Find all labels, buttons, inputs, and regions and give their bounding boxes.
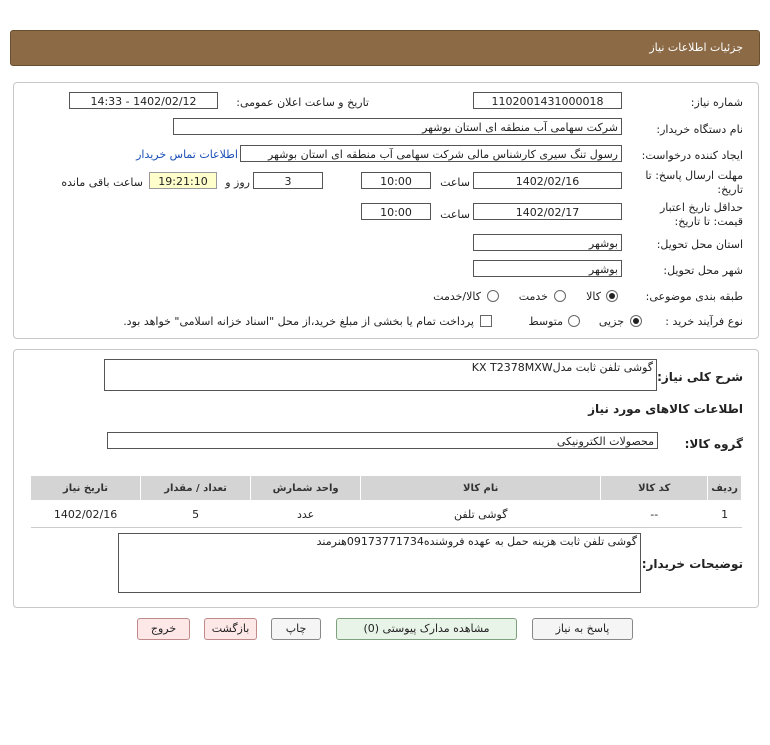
col-header-name: نام کالا	[361, 476, 601, 501]
goods-group-value: محصولات الکترونیکی	[107, 432, 658, 449]
table-row	[31, 501, 742, 528]
need-number-value: 1102001431000018	[473, 92, 622, 109]
price-validity-label-2: قیمت: تا تاریخ:	[674, 215, 743, 228]
category-option-goods-service: کالا/خدمت	[433, 290, 481, 303]
exit-button[interactable]: خروج	[137, 618, 190, 640]
col-header-code: کد کالا	[601, 476, 708, 501]
reply-days-label: روز و	[225, 176, 250, 189]
summary-value: گوشی تلفن ثابت مدلKX T2378MXW	[104, 359, 657, 391]
attachments-button[interactable]: مشاهده مدارک پیوستی (0)	[336, 618, 517, 640]
reply-deadline-label-2: تاریخ:	[717, 183, 743, 196]
goods-info-title: اطلاعات کالاهای مورد نیاز	[588, 402, 743, 416]
process-option-medium: متوسط	[528, 315, 563, 328]
requester-label: ایجاد کننده درخواست:	[641, 149, 743, 162]
back-button[interactable]: بازگشت	[204, 618, 257, 640]
buyer-contact-link[interactable]: اطلاعات تماس خریدار	[136, 148, 238, 161]
cell-row: 1	[708, 501, 742, 528]
buyer-notes-value: گوشی تلفن ثابت هزینه حمل به عهده فروشنده09173771734هنرمند	[118, 533, 641, 593]
goods-table	[30, 475, 742, 528]
delivery-province-value: بوشهر	[473, 234, 622, 251]
col-header-row: ردیف	[708, 476, 742, 501]
reply-deadline-date: 1402/02/16	[473, 172, 622, 189]
remaining-time-value: 19:21:10	[149, 172, 217, 189]
process-radio-medium[interactable]	[568, 315, 580, 327]
announce-datetime-value: 1402/02/12 - 14:33	[69, 92, 218, 109]
cell-date: 1402/02/16	[31, 501, 141, 528]
category-radio-goods[interactable]	[606, 290, 618, 302]
buyer-org-label: نام دستگاه خریدار:	[656, 123, 743, 136]
cell-unit: عدد	[251, 501, 361, 528]
category-option-service: خدمت	[518, 290, 548, 303]
requester-value: رسول تنگ سیری کارشناس مالی شرکت سهامی آب منطقه ای استان بوشهر	[240, 145, 622, 162]
treasury-payment-note: پرداخت تمام یا بخشی از مبلغ خرید،از محل "اسناد خزانه اسلامی" خواهد بود.	[123, 315, 474, 328]
remaining-time-label: ساعت باقی مانده	[61, 176, 143, 189]
col-header-quantity: تعداد / مقدار	[141, 476, 251, 501]
reply-button[interactable]: پاسخ به نیاز	[532, 618, 633, 640]
delivery-city-label: شهر محل تحویل:	[663, 264, 743, 277]
cell-name: گوشی تلفن	[361, 501, 601, 528]
price-validity-time-label: ساعت	[440, 208, 470, 221]
need-number-label: شماره نیاز:	[690, 96, 743, 109]
reply-deadline-time-label: ساعت	[440, 176, 470, 189]
process-radio-minor[interactable]	[630, 315, 642, 327]
treasury-payment-checkbox[interactable]	[480, 315, 492, 327]
announce-datetime-label: تاریخ و ساعت اعلان عمومی:	[236, 96, 369, 109]
category-option-goods: کالا	[586, 290, 601, 303]
page-header	[10, 30, 760, 66]
price-validity-date: 1402/02/17	[473, 203, 622, 220]
purchase-process-label: نوع فرآیند خرید :	[665, 315, 743, 328]
col-header-unit: واحد شمارش	[251, 476, 361, 501]
cell-code: --	[601, 501, 708, 528]
col-header-date: تاریخ نیاز	[31, 476, 141, 501]
price-validity-time: 10:00	[361, 203, 431, 220]
category-radio-goods-service[interactable]	[487, 290, 499, 302]
reply-days-value: 3	[253, 172, 323, 189]
buyer-org-value: شرکت سهامی آب منطقه ای استان بوشهر	[173, 118, 622, 135]
print-button[interactable]: چاپ	[271, 618, 321, 640]
delivery-city-value: بوشهر	[473, 260, 622, 277]
summary-label: شرح کلی نیاز:	[657, 370, 743, 384]
reply-deadline-time: 10:00	[361, 172, 431, 189]
cell-quantity: 5	[141, 501, 251, 528]
reply-deadline-label-1: مهلت ارسال پاسخ: تا	[645, 169, 743, 182]
category-label: طبقه بندی موضوعی:	[645, 290, 743, 303]
process-option-minor: جزیی	[598, 315, 624, 328]
goods-table-header	[31, 476, 742, 501]
buyer-notes-label: توضیحات خریدار:	[641, 557, 743, 571]
category-radio-service[interactable]	[554, 290, 566, 302]
delivery-province-label: استان محل تحویل:	[656, 238, 743, 251]
price-validity-label-1: حداقل تاریخ اعتبار	[659, 201, 743, 214]
page-title: جزئیات اطلاعات نیاز	[649, 41, 743, 54]
goods-group-label: گروه کالا:	[684, 437, 743, 451]
